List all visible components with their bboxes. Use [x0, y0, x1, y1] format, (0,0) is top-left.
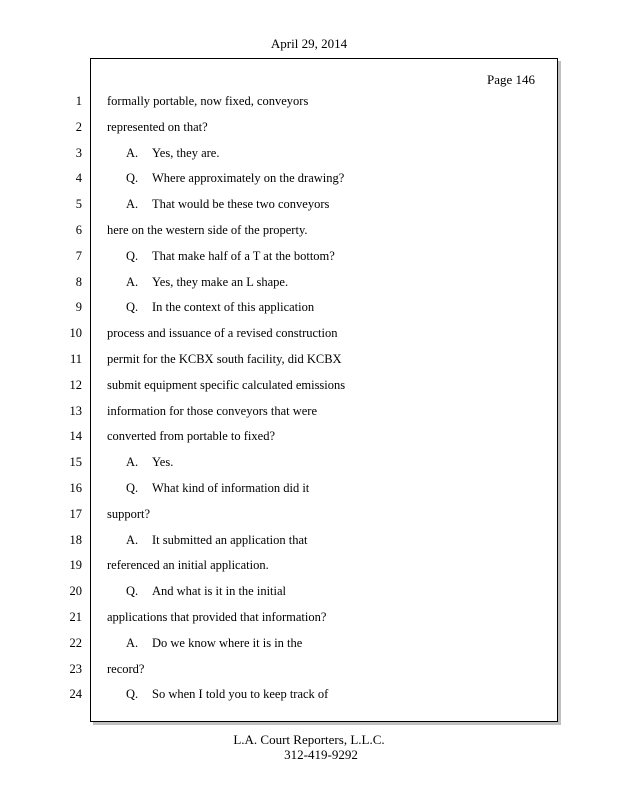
transcript-line: [0, 273, 560, 291]
line-text: [126, 247, 335, 265]
speaker-label: Q.: [126, 584, 139, 599]
speaker-label: A.: [126, 532, 139, 547]
transcript-line: [0, 685, 560, 703]
line-content: So when I told you to keep track of: [152, 687, 329, 702]
line-text: [126, 298, 314, 316]
line-number: 22: [69, 635, 82, 650]
transcript-line: [0, 195, 560, 213]
line-text: [107, 221, 308, 239]
speaker-label: A.: [126, 145, 139, 160]
line-number: 15: [69, 455, 82, 470]
line-number: 8: [75, 274, 82, 289]
line-number: 1: [75, 94, 82, 108]
line-content: Yes, they are.: [152, 145, 220, 160]
line-content: It submitted an application that: [152, 532, 308, 547]
line-text: [126, 685, 328, 703]
line-number: 18: [69, 532, 82, 547]
line-content: What kind of information did it: [152, 481, 310, 495]
line-text: [126, 582, 286, 600]
line-text: [126, 531, 308, 549]
line-number: 10: [69, 326, 82, 341]
transcript-line: [0, 92, 560, 110]
line-number: 5: [75, 197, 82, 212]
transcript-line: [0, 634, 560, 652]
transcript-line: [0, 324, 560, 342]
line-text: [126, 195, 329, 213]
transcript-line: [0, 350, 560, 368]
footer-company: L.A. Court Reporters, L.L.C.: [233, 732, 385, 747]
line-number: 12: [69, 377, 82, 392]
line-number: 20: [69, 584, 82, 599]
line-text: [126, 169, 344, 187]
transcript-line: [0, 505, 560, 523]
line-content: Do we know where it is in the: [152, 635, 303, 650]
transcript-line: [0, 608, 560, 626]
line-number: 19: [69, 558, 82, 573]
line-number: 7: [75, 248, 82, 263]
transcript-line: [0, 427, 560, 445]
line-text: [107, 350, 342, 368]
line-content: record?: [107, 661, 145, 676]
speaker-label: Q.: [126, 481, 139, 495]
line-text: [126, 634, 302, 652]
line-content: converted from portable to fixed?: [107, 429, 275, 444]
transcript-line: [0, 247, 560, 265]
speaker-label: Q.: [126, 248, 139, 263]
speaker-label: A.: [126, 197, 139, 212]
line-content: Yes, they make an L shape.: [152, 274, 289, 289]
line-number: 3: [75, 145, 82, 160]
line-content: applications that provided that information?: [107, 610, 327, 624]
transcript-line: [0, 453, 560, 471]
line-number: 24: [69, 687, 82, 702]
line-content: That make half of a T at the bottom?: [152, 248, 335, 263]
line-text: [107, 505, 150, 523]
transcript-line: [0, 402, 560, 420]
line-content: support?: [107, 506, 151, 521]
line-text: [107, 608, 326, 626]
line-text: [107, 324, 337, 342]
line-text: [107, 556, 269, 574]
transcript-line: [0, 298, 560, 316]
line-content: formally portable, now fixed, conveyors: [107, 94, 309, 108]
transcript-line: [0, 144, 560, 162]
line-number: 23: [69, 661, 82, 676]
line-number: 2: [75, 119, 82, 134]
line-text: [126, 273, 288, 291]
line-content: Where approximately on the drawing?: [152, 171, 345, 186]
line-number: 13: [69, 403, 82, 418]
line-content: submit equipment specific calculated emissions: [107, 377, 346, 392]
line-text: [107, 92, 308, 110]
transcript-line: [0, 221, 560, 239]
transcript-line: [0, 376, 560, 394]
line-text: [107, 376, 345, 394]
line-number: 16: [69, 481, 82, 495]
line-content: here on the western side of the property.: [107, 223, 308, 237]
transcript-line: [0, 169, 560, 187]
line-number: 17: [69, 506, 82, 521]
line-content: Yes.: [152, 455, 174, 470]
line-number: 6: [75, 223, 82, 237]
page-number: Page 146: [486, 72, 535, 87]
line-number: 9: [75, 300, 82, 315]
transcript-line: [0, 479, 560, 497]
speaker-label: A.: [126, 274, 139, 289]
line-number: 11: [69, 352, 82, 366]
line-content: permit for the KCBX south facility, did KCBX: [107, 352, 342, 366]
line-content: represented on that?: [107, 119, 208, 134]
line-content: process and issuance of a revised construction: [107, 326, 338, 341]
line-text: [107, 118, 208, 136]
line-content: And what is it in the initial: [152, 584, 287, 599]
speaker-label: Q.: [126, 171, 139, 186]
speaker-label: Q.: [126, 300, 139, 315]
line-text: [107, 660, 144, 678]
line-number: 4: [75, 171, 82, 186]
transcript-line: [0, 660, 560, 678]
transcript-line: [0, 556, 560, 574]
line-content: referenced an initial application.: [107, 558, 269, 573]
line-content: In the context of this application: [152, 300, 315, 315]
line-text: [107, 427, 275, 445]
footer-phone: 312-419-9292: [284, 747, 358, 762]
transcript-line: [0, 531, 560, 549]
line-content: That would be these two conveyors: [152, 197, 330, 212]
transcript-line: [0, 118, 560, 136]
line-text: [126, 144, 219, 162]
line-text: [126, 453, 173, 471]
line-text: [107, 402, 317, 420]
speaker-label: Q.: [126, 687, 139, 702]
transcript-line: [0, 582, 560, 600]
line-content: information for those conveyors that were: [107, 403, 318, 418]
header-date: April 29, 2014: [270, 36, 348, 51]
speaker-label: A.: [126, 635, 139, 650]
speaker-label: A.: [126, 455, 139, 470]
line-number: 14: [69, 429, 82, 444]
line-text: [126, 479, 309, 497]
line-number: 21: [69, 610, 82, 624]
